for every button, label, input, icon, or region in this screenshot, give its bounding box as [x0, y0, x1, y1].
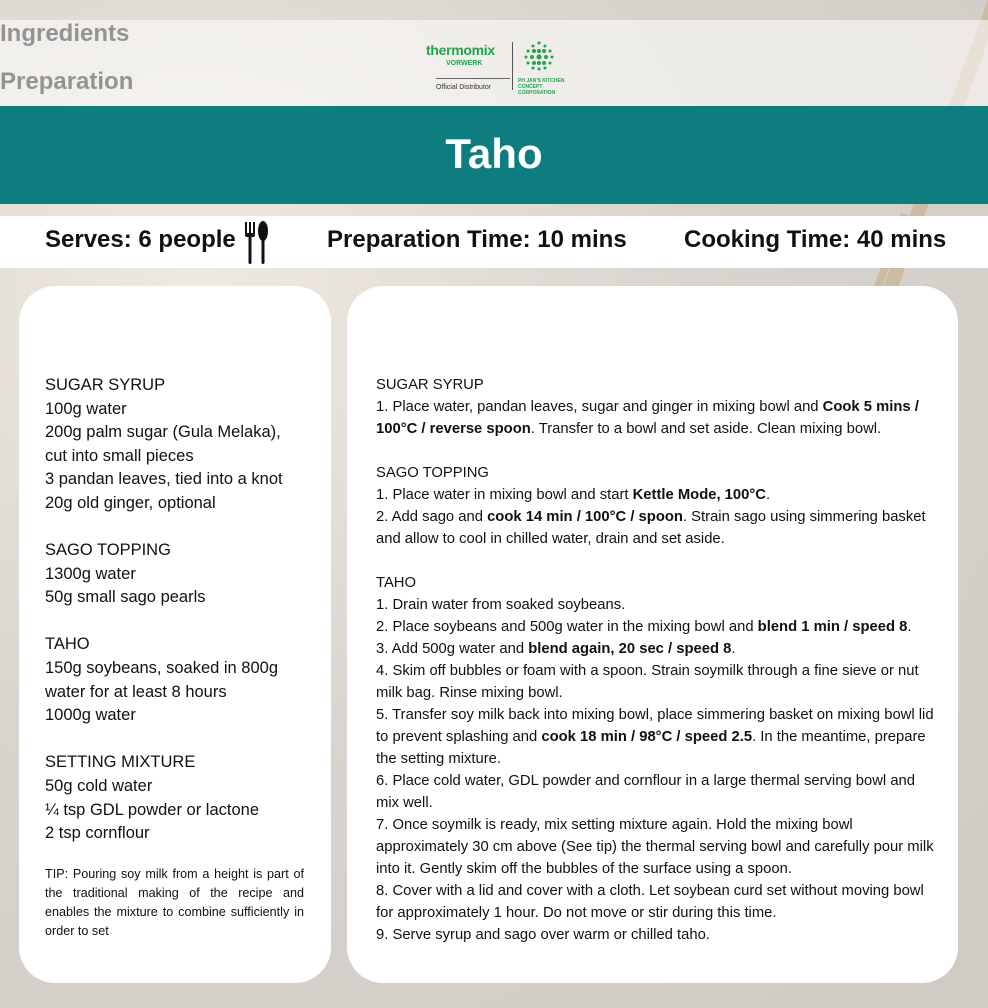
- step-instruction-bold: blend again, 20 sec / speed 8: [528, 640, 732, 657]
- preparation-step: [376, 616, 936, 638]
- preparation-step: [376, 924, 936, 946]
- ingredient-item: 100g water: [45, 399, 127, 418]
- step-text: .: [731, 640, 736, 657]
- divider: [436, 78, 510, 79]
- step-instruction-bold: Kettle Mode, 100°C: [632, 486, 766, 503]
- preparation-step: [376, 396, 936, 440]
- preparation-section: [376, 462, 936, 550]
- step-text: 1. Place water, pandan leaves, sugar and ginger in mixing bowl and: [376, 398, 823, 415]
- tip-text: TIP: Pouring soy milk from a height is part of the traditional making of the recipe and enables the mixture to combine sufficiently in order to set: [45, 866, 304, 938]
- preparation-step: [376, 770, 936, 814]
- ingredient-section: [45, 374, 283, 516]
- ingredient-item: 50g cold water: [45, 777, 153, 795]
- ingredient-item: 1300g water: [45, 564, 136, 583]
- ingredient-item: 1000g water: [45, 706, 136, 725]
- cook-time-label: Cooking Time: 40 mins: [684, 225, 947, 253]
- step-text: 3. Add 500g water and: [376, 640, 529, 657]
- preparation-step: [376, 880, 936, 924]
- preparation-section: [376, 572, 936, 946]
- ingredient-item: 150g soybeans, soaked in 800g: [45, 659, 279, 678]
- preparation-section-title: SUGAR SYRUP: [376, 376, 484, 393]
- step-text: 2. Add sago and: [376, 508, 488, 525]
- step-text: . In the meantime, prepare the setting mixture.: [376, 728, 926, 767]
- ingredient-item: 50g small sago pearls: [45, 588, 206, 607]
- preparation-step: [376, 704, 936, 770]
- preparation-step: [376, 814, 936, 880]
- ingredient-item: cut into small pieces: [45, 446, 194, 465]
- ingredient-item: 3 pandan leaves, tied into a knot: [45, 470, 283, 489]
- step-text: 7. Once soymilk is ready, mix setting mixture again. Hold the mixing bowl approximately 30 cm above (See tip) the thermal serving bowl and carefully pour milk into it. Gently skim off the bubbles of the surface using a spoon.: [376, 816, 934, 877]
- ingredient-section-title: SETTING MIXTURE: [45, 753, 196, 772]
- step-text: .: [907, 618, 912, 635]
- ingredient-item: 20g old ginger, optional: [45, 493, 216, 512]
- step-instruction-bold: cook 18 min / 98°C / speed 2.5: [541, 728, 753, 745]
- preparation-step: [376, 660, 936, 704]
- ingredient-item: 2 tsp cornflour: [45, 824, 150, 843]
- ingredient-item: 200g palm sugar (Gula Melaka),: [45, 423, 281, 442]
- step-text: 1. Drain water from soaked soybeans.: [376, 596, 626, 613]
- step-text: 6. Place cold water, GDL powder and cornflour in a large thermal serving bowl and mix well.: [376, 772, 916, 811]
- partner-name: PH JAN'S KITCHEN CONCEPT CORPORATION: [518, 77, 565, 96]
- preparation-section-title: SAGO TOPPING: [376, 464, 489, 481]
- partner-dots-icon: [520, 40, 558, 74]
- divider: [512, 42, 513, 90]
- ingredient-section-title: SUGAR SYRUP: [45, 375, 166, 394]
- step-instruction-bold: Cook 5 mins / 100°C / reverse spoon: [376, 398, 919, 437]
- ingredient-section: [45, 751, 283, 845]
- step-text: 4. Skim off bubbles or foam with a spoon. Strain soymilk through a fine sieve or nut milk bag. Rinse mixing bowl.: [376, 662, 919, 701]
- ingredient-section-title: SAGO TOPPING: [45, 541, 171, 560]
- step-text: 9. Serve syrup and sago over warm or chilled taho.: [376, 926, 710, 943]
- preparation-section-title: TAHO: [376, 574, 417, 591]
- serves-label: Serves: 6 people: [45, 225, 236, 253]
- fork-knife-icon: [240, 220, 270, 266]
- step-text: 5. Transfer soy milk back into mixing bowl, place simmering basket on mixing bowl lid to prevent splashing and: [376, 706, 934, 745]
- ingredient-section-title: TAHO: [45, 635, 90, 654]
- step-instruction-bold: cook 14 min / 100°C / spoon: [487, 508, 683, 525]
- step-instruction-bold: blend 1 min / speed 8: [757, 618, 908, 635]
- brand-name: thermomix: [426, 41, 495, 58]
- step-text: 1. Place water in mixing bowl and start: [376, 486, 633, 503]
- ingredient-section: [45, 539, 283, 610]
- preparation-step: [376, 594, 936, 616]
- preparation-step: [376, 638, 936, 660]
- brand-sub: VORWERK: [446, 59, 483, 67]
- preparation-steps: [376, 374, 936, 968]
- step-text: 8. Cover with a lid and cover with a cloth. Let soybean curd set without moving bowl for approximately 1 hour. Do not move or stir during this time.: [376, 882, 924, 921]
- preparation-step: [376, 506, 936, 550]
- step-text: . Transfer to a bowl and set aside. Clean mixing bowl.: [530, 420, 882, 437]
- preparation-section: [376, 374, 936, 440]
- ingredient-item: water for at least 8 hours: [45, 682, 227, 701]
- step-text: . Strain sago using simmering basket and allow to cool in chilled water, drain and set aside.: [376, 508, 926, 547]
- recipe-title: Taho: [445, 129, 543, 177]
- preparation-step: [376, 484, 936, 506]
- ingredient-section: [45, 633, 283, 727]
- distributor-label: Official Distributor: [436, 83, 492, 91]
- step-text: 2. Place soybeans and 500g water in the mixing bowl and: [376, 618, 758, 635]
- ingredients-list: [45, 374, 283, 869]
- step-text: .: [765, 486, 771, 503]
- prep-time-label: Preparation Time: 10 mins: [327, 225, 627, 253]
- brand-logo: [424, 38, 566, 94]
- ingredient-item: ¼ tsp GDL powder or lactone: [45, 800, 260, 819]
